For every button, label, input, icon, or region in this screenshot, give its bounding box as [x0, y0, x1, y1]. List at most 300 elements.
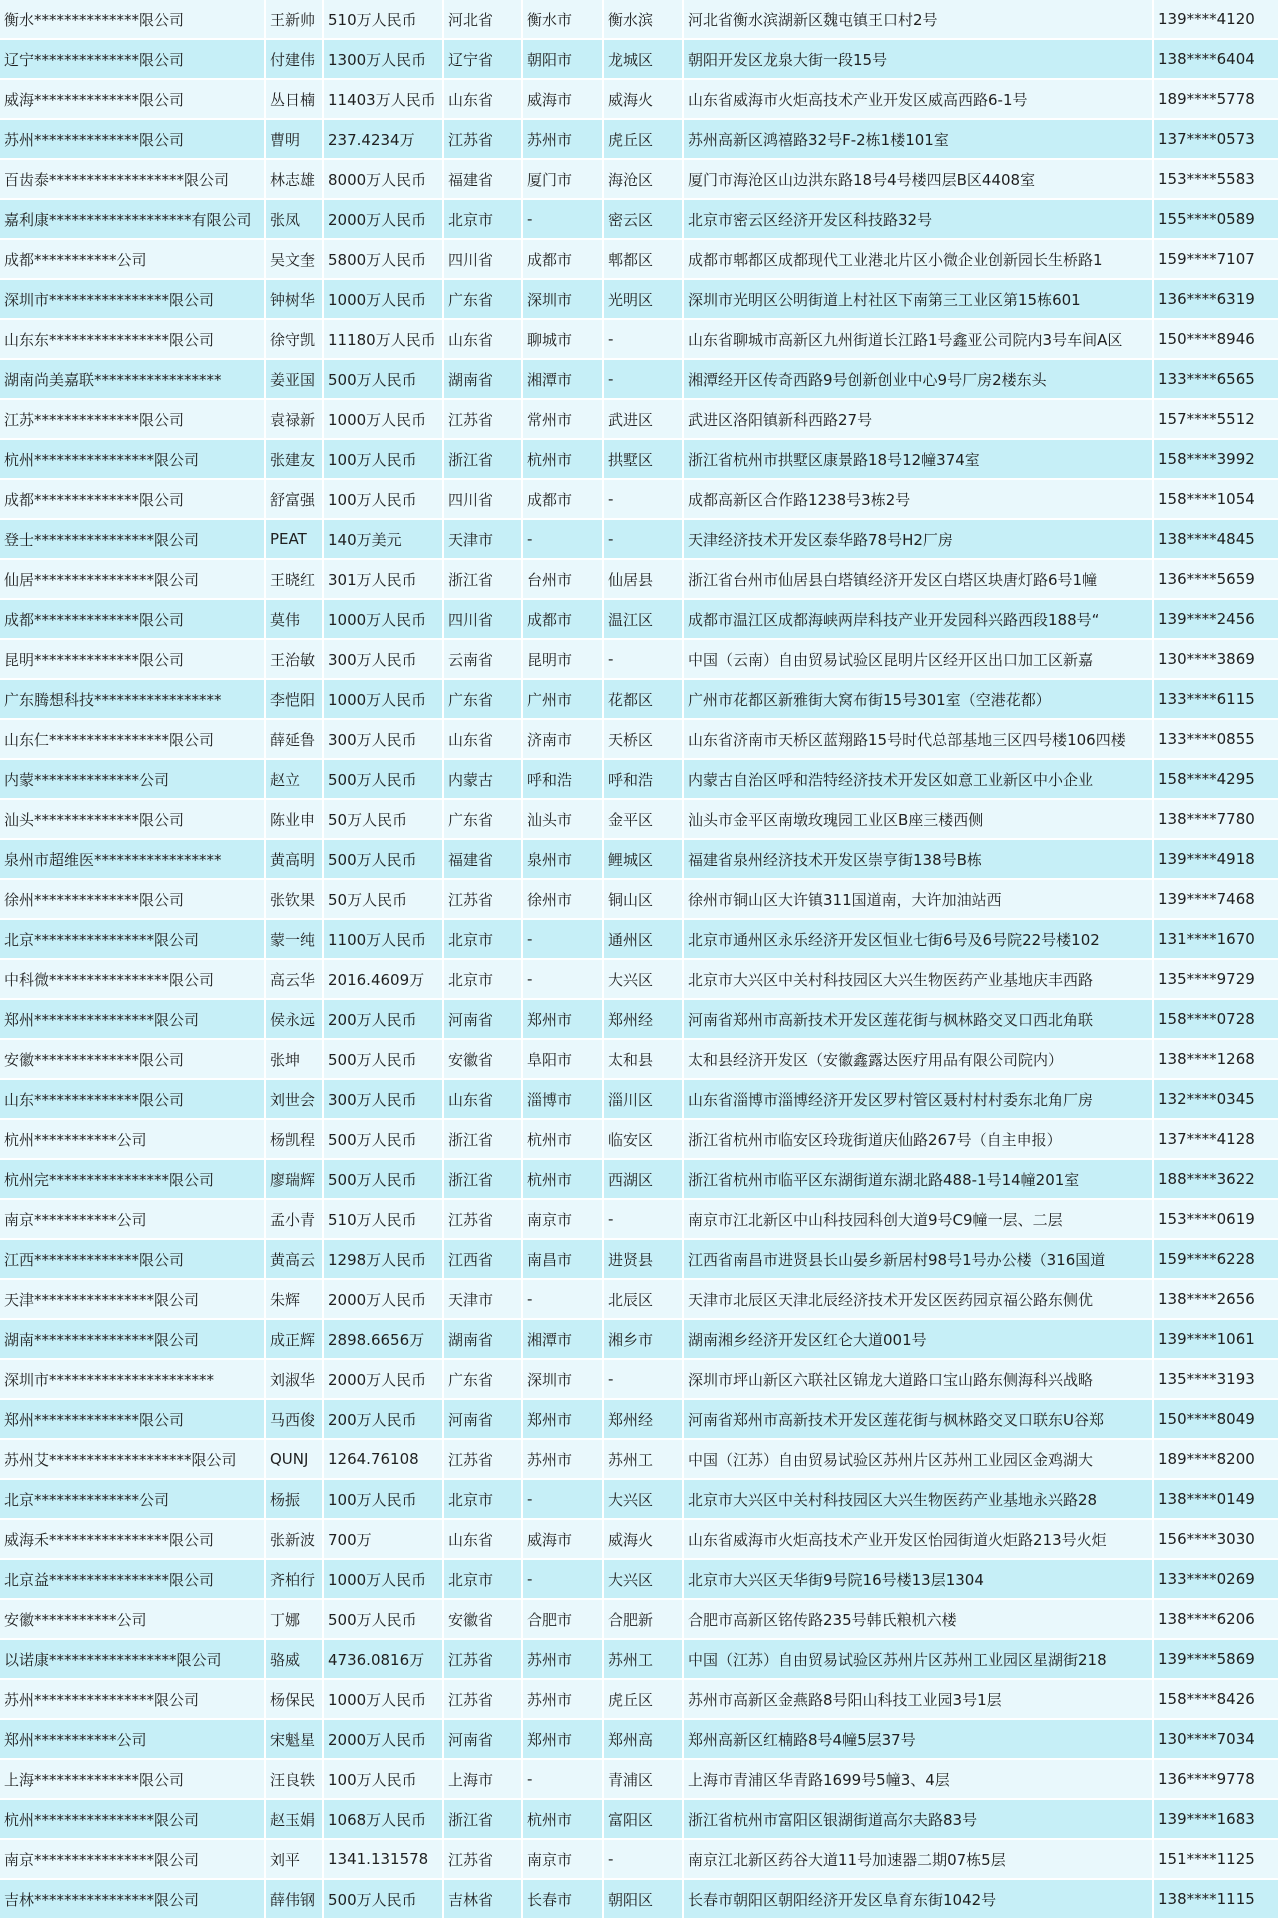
table-row	[0, 1240, 1280, 1280]
legal-rep-cell: 马西俊	[266, 1400, 324, 1440]
address-cell: 南京江北新区药谷大道11号加速器二期07栋5层	[684, 1840, 1154, 1880]
phone-cell: 189****5778	[1154, 80, 1280, 120]
district-cell: 呼和浩	[604, 760, 684, 800]
phone-cell: 138****0149	[1154, 1480, 1280, 1520]
table-row	[0, 1840, 1280, 1880]
company-name-cell: 江西**************限公司	[0, 1240, 266, 1280]
phone-cell: 153****0619	[1154, 1200, 1280, 1240]
registered-capital-cell: 237.4234万	[324, 120, 444, 160]
district-cell: 湘乡市	[604, 1320, 684, 1360]
legal-rep-cell: 刘平	[266, 1840, 324, 1880]
registered-capital-cell: 300万人民币	[324, 720, 444, 760]
city-cell: 郑州市	[523, 1000, 604, 1040]
province-cell: 安徽省	[444, 1600, 523, 1640]
city-cell: -	[523, 960, 604, 1000]
phone-cell: 133****0855	[1154, 720, 1280, 760]
address-cell: 山东省济南市天桥区蓝翔路15号时代总部基地三区四号楼106四楼	[684, 720, 1154, 760]
district-cell: 海沧区	[604, 160, 684, 200]
district-cell: 大兴区	[604, 1560, 684, 1600]
city-cell: 苏州市	[523, 1680, 604, 1720]
registered-capital-cell: 2000万人民币	[324, 1720, 444, 1760]
legal-rep-cell: 李恺阳	[266, 680, 324, 720]
table-row	[0, 1640, 1280, 1680]
legal-rep-cell: 钟树华	[266, 280, 324, 320]
district-cell: -	[604, 480, 684, 520]
phone-cell: 139****4918	[1154, 840, 1280, 880]
district-cell: 虎丘区	[604, 120, 684, 160]
address-cell: 合肥市高新区铭传路235号韩氏粮机六楼	[684, 1600, 1154, 1640]
address-cell: 河南省郑州市高新技术开发区莲花街与枫林路交叉口联东U谷郑	[684, 1400, 1154, 1440]
registered-capital-cell: 50万人民币	[324, 880, 444, 920]
address-cell: 山东省威海市火炬高技术产业开发区威高西路6-1号	[684, 80, 1154, 120]
table-row	[0, 640, 1280, 680]
district-cell: 临安区	[604, 1120, 684, 1160]
district-cell: -	[604, 360, 684, 400]
city-cell: 济南市	[523, 720, 604, 760]
table-row	[0, 1120, 1280, 1160]
company-name-cell: 杭州****************限公司	[0, 1800, 266, 1840]
phone-cell: 151****1125	[1154, 1840, 1280, 1880]
district-cell: 威海火	[604, 1520, 684, 1560]
city-cell: 苏州市	[523, 1440, 604, 1480]
city-cell: -	[523, 200, 604, 240]
table-row	[0, 920, 1280, 960]
district-cell: -	[604, 520, 684, 560]
phone-cell: 156****3030	[1154, 1520, 1280, 1560]
province-cell: 江西省	[444, 1240, 523, 1280]
city-cell: 徐州市	[523, 880, 604, 920]
address-cell: 北京市大兴区中关村科技园区大兴生物医药产业基地永兴路28	[684, 1480, 1154, 1520]
legal-rep-cell: 骆威	[266, 1640, 324, 1680]
address-cell: 北京市通州区永乐经济开发区恒业七街6号及6号院22号楼102	[684, 920, 1154, 960]
company-name-cell: 威海禾****************限公司	[0, 1520, 266, 1560]
phone-cell: 136****6319	[1154, 280, 1280, 320]
province-cell: 辽宁省	[444, 40, 523, 80]
legal-rep-cell: QUNJ	[266, 1440, 324, 1480]
address-cell: 山东省威海市火炬高技术产业开发区怡园街道火炬路213号火炬	[684, 1520, 1154, 1560]
district-cell: 郑州高	[604, 1720, 684, 1760]
district-cell: 苏州工	[604, 1440, 684, 1480]
phone-cell: 137****4128	[1154, 1120, 1280, 1160]
phone-cell: 158****4295	[1154, 760, 1280, 800]
district-cell: 合肥新	[604, 1600, 684, 1640]
province-cell: 江苏省	[444, 1640, 523, 1680]
province-cell: 四川省	[444, 240, 523, 280]
table-row	[0, 440, 1280, 480]
table-row	[0, 1000, 1280, 1040]
address-cell: 南京市江北新区中山科技园科创大道9号C9幢一层、二层	[684, 1200, 1154, 1240]
table-row	[0, 360, 1280, 400]
registered-capital-cell: 500万人民币	[324, 760, 444, 800]
city-cell: 聊城市	[523, 320, 604, 360]
company-name-cell: 苏州艾*******************限公司	[0, 1440, 266, 1480]
address-cell: 中国（云南）自由贸易试验区昆明片区经开区出口加工区新嘉	[684, 640, 1154, 680]
address-cell: 湖南湘乡经济开发区红仑大道001号	[684, 1320, 1154, 1360]
province-cell: 广东省	[444, 680, 523, 720]
legal-rep-cell: 丁娜	[266, 1600, 324, 1640]
legal-rep-cell: 付建伟	[266, 40, 324, 80]
province-cell: 江苏省	[444, 400, 523, 440]
district-cell: 龙城区	[604, 40, 684, 80]
table-row	[0, 1600, 1280, 1640]
address-cell: 广州市花都区新雅街大窝布街15号301室（空港花都）	[684, 680, 1154, 720]
table-row	[0, 1320, 1280, 1360]
table-row	[0, 960, 1280, 1000]
table-row	[0, 1880, 1280, 1920]
province-cell: 北京市	[444, 1480, 523, 1520]
province-cell: 北京市	[444, 200, 523, 240]
phone-cell: 153****5583	[1154, 160, 1280, 200]
district-cell: -	[604, 1360, 684, 1400]
address-cell: 河北省衡水滨湖新区魏屯镇王口村2号	[684, 0, 1154, 40]
company-name-cell: 郑州***********公司	[0, 1720, 266, 1760]
province-cell: 山东省	[444, 1080, 523, 1120]
city-cell: 苏州市	[523, 1640, 604, 1680]
registered-capital-cell: 500万人民币	[324, 840, 444, 880]
address-cell: 浙江省杭州市拱墅区康景路18号12幢374室	[684, 440, 1154, 480]
legal-rep-cell: 莫伟	[266, 600, 324, 640]
company-name-cell: 深圳市**********************	[0, 1360, 266, 1400]
legal-rep-cell: 张钦果	[266, 880, 324, 920]
phone-cell: 133****6565	[1154, 360, 1280, 400]
table-row	[0, 1400, 1280, 1440]
registered-capital-cell: 200万人民币	[324, 1000, 444, 1040]
phone-cell: 157****5512	[1154, 400, 1280, 440]
address-cell: 朝阳开发区龙泉大街一段15号	[684, 40, 1154, 80]
province-cell: 北京市	[444, 920, 523, 960]
legal-rep-cell: 陈业申	[266, 800, 324, 840]
district-cell: 郑州经	[604, 1400, 684, 1440]
phone-cell: 159****6228	[1154, 1240, 1280, 1280]
city-cell: 台州市	[523, 560, 604, 600]
registered-capital-cell: 100万人民币	[324, 1760, 444, 1800]
district-cell: 青浦区	[604, 1760, 684, 1800]
company-name-cell: 仙居****************限公司	[0, 560, 266, 600]
company-name-cell: 郑州****************限公司	[0, 1000, 266, 1040]
table-row	[0, 1520, 1280, 1560]
province-cell: 河南省	[444, 1400, 523, 1440]
phone-cell: 133****6115	[1154, 680, 1280, 720]
company-name-cell: 山东**************限公司	[0, 1080, 266, 1120]
registered-capital-cell: 4736.0816万	[324, 1640, 444, 1680]
registered-capital-cell: 1341.131578	[324, 1840, 444, 1880]
company-name-cell: 安徽***********公司	[0, 1600, 266, 1640]
phone-cell: 150****8049	[1154, 1400, 1280, 1440]
company-name-cell: 杭州***********公司	[0, 1120, 266, 1160]
district-cell: 进贤县	[604, 1240, 684, 1280]
address-cell: 苏州高新区鸿禧路32号F-2栋1楼101室	[684, 120, 1154, 160]
address-cell: 汕头市金平区南墩玫瑰园工业区B座三楼西侧	[684, 800, 1154, 840]
registered-capital-cell: 140万美元	[324, 520, 444, 560]
legal-rep-cell: 孟小青	[266, 1200, 324, 1240]
table-row	[0, 320, 1280, 360]
city-cell: 呼和浩	[523, 760, 604, 800]
province-cell: 四川省	[444, 600, 523, 640]
province-cell: 上海市	[444, 1760, 523, 1800]
legal-rep-cell: PEAT	[266, 520, 324, 560]
legal-rep-cell: 汪良轶	[266, 1760, 324, 1800]
city-cell: 广州市	[523, 680, 604, 720]
province-cell: 云南省	[444, 640, 523, 680]
legal-rep-cell: 张新波	[266, 1520, 324, 1560]
phone-cell: 158****8426	[1154, 1680, 1280, 1720]
company-name-cell: 成都**************限公司	[0, 600, 266, 640]
city-cell: 淄博市	[523, 1080, 604, 1120]
province-cell: 福建省	[444, 160, 523, 200]
legal-rep-cell: 丛日楠	[266, 80, 324, 120]
table-row	[0, 520, 1280, 560]
district-cell: 朝阳区	[604, 1880, 684, 1920]
table-row	[0, 0, 1280, 40]
phone-cell: 136****9778	[1154, 1760, 1280, 1800]
registered-capital-cell: 1000万人民币	[324, 400, 444, 440]
company-name-cell: 江苏**************限公司	[0, 400, 266, 440]
table-row	[0, 280, 1280, 320]
table-row	[0, 80, 1280, 120]
city-cell: 阜阳市	[523, 1040, 604, 1080]
phone-cell: 131****1670	[1154, 920, 1280, 960]
registered-capital-cell: 11180万人民币	[324, 320, 444, 360]
company-name-cell: 内蒙**************公司	[0, 760, 266, 800]
district-cell: 衡水滨	[604, 0, 684, 40]
company-name-cell: 以诺康*****************限公司	[0, 1640, 266, 1680]
address-cell: 天津经济技术开发区泰华路78号H2厂房	[684, 520, 1154, 560]
phone-cell: 155****0589	[1154, 200, 1280, 240]
registered-capital-cell: 2016.4609万	[324, 960, 444, 1000]
city-cell: 威海市	[523, 1520, 604, 1560]
province-cell: 浙江省	[444, 1160, 523, 1200]
registered-capital-cell: 100万人民币	[324, 440, 444, 480]
city-cell: -	[523, 1560, 604, 1600]
city-cell: 杭州市	[523, 440, 604, 480]
address-cell: 苏州市高新区金燕路8号阳山科技工业园3号1层	[684, 1680, 1154, 1720]
phone-cell: 139****2456	[1154, 600, 1280, 640]
table-row	[0, 1560, 1280, 1600]
address-cell: 北京市密云区经济开发区科技路32号	[684, 200, 1154, 240]
legal-rep-cell: 舒富强	[266, 480, 324, 520]
city-cell: 昆明市	[523, 640, 604, 680]
phone-cell: 159****7107	[1154, 240, 1280, 280]
legal-rep-cell: 齐柏行	[266, 1560, 324, 1600]
legal-rep-cell: 刘淑华	[266, 1360, 324, 1400]
table-row	[0, 1720, 1280, 1760]
district-cell: 光明区	[604, 280, 684, 320]
city-cell: 成都市	[523, 480, 604, 520]
address-cell: 徐州市铜山区大许镇311国道南，大许加油站西	[684, 880, 1154, 920]
legal-rep-cell: 姜亚国	[266, 360, 324, 400]
table-row	[0, 160, 1280, 200]
company-name-cell: 北京益****************限公司	[0, 1560, 266, 1600]
table-row	[0, 200, 1280, 240]
company-name-cell: 吉林****************限公司	[0, 1880, 266, 1920]
city-cell: -	[523, 920, 604, 960]
legal-rep-cell: 张建友	[266, 440, 324, 480]
city-cell: -	[523, 1760, 604, 1800]
registered-capital-cell: 510万人民币	[324, 0, 444, 40]
company-name-cell: 衡水**************限公司	[0, 0, 266, 40]
phone-cell: 138****6206	[1154, 1600, 1280, 1640]
registered-capital-cell: 2000万人民币	[324, 1280, 444, 1320]
province-cell: 天津市	[444, 1280, 523, 1320]
registered-capital-cell: 301万人民币	[324, 560, 444, 600]
city-cell: 深圳市	[523, 1360, 604, 1400]
address-cell: 深圳市光明区公明街道上村社区下南第三工业区第15栋601	[684, 280, 1154, 320]
table-row	[0, 1760, 1280, 1800]
address-cell: 太和县经济开发区（安徽鑫露达医疗用品有限公司院内）	[684, 1040, 1154, 1080]
province-cell: 福建省	[444, 840, 523, 880]
legal-rep-cell: 廖瑞辉	[266, 1160, 324, 1200]
legal-rep-cell: 薛延鲁	[266, 720, 324, 760]
legal-rep-cell: 徐守凯	[266, 320, 324, 360]
city-cell: 杭州市	[523, 1800, 604, 1840]
district-cell: 铜山区	[604, 880, 684, 920]
table-row	[0, 600, 1280, 640]
table-row	[0, 1680, 1280, 1720]
address-cell: 北京市大兴区天华街9号院16号楼13层1304	[684, 1560, 1154, 1600]
phone-cell: 135****3193	[1154, 1360, 1280, 1400]
table-row	[0, 480, 1280, 520]
address-cell: 浙江省杭州市富阳区银湖街道高尔夫路83号	[684, 1800, 1154, 1840]
district-cell: -	[604, 1200, 684, 1240]
district-cell: 鲤城区	[604, 840, 684, 880]
registered-capital-cell: 1000万人民币	[324, 680, 444, 720]
legal-rep-cell: 蒙一纯	[266, 920, 324, 960]
address-cell: 浙江省台州市仙居县白塔镇经济开发区白塔区块唐灯路6号1幢	[684, 560, 1154, 600]
legal-rep-cell: 杨保民	[266, 1680, 324, 1720]
legal-rep-cell: 薛伟钢	[266, 1880, 324, 1920]
registered-capital-cell: 11403万人民币	[324, 80, 444, 120]
table-row	[0, 720, 1280, 760]
registered-capital-cell: 1000万人民币	[324, 600, 444, 640]
province-cell: 北京市	[444, 960, 523, 1000]
company-name-cell: 杭州****************限公司	[0, 440, 266, 480]
registered-capital-cell: 500万人民币	[324, 1120, 444, 1160]
company-name-cell: 成都***********公司	[0, 240, 266, 280]
legal-rep-cell: 宋魁星	[266, 1720, 324, 1760]
district-cell: 仙居县	[604, 560, 684, 600]
province-cell: 四川省	[444, 480, 523, 520]
city-cell: 威海市	[523, 80, 604, 120]
city-cell: 成都市	[523, 600, 604, 640]
district-cell: 北辰区	[604, 1280, 684, 1320]
province-cell: 江苏省	[444, 880, 523, 920]
table-row	[0, 880, 1280, 920]
address-cell: 中国（江苏）自由贸易试验区苏州片区苏州工业园区金鸡湖大	[684, 1440, 1154, 1480]
legal-rep-cell: 张凤	[266, 200, 324, 240]
registered-capital-cell: 1000万人民币	[324, 1560, 444, 1600]
registered-capital-cell: 500万人民币	[324, 1160, 444, 1200]
district-cell: 西湖区	[604, 1160, 684, 1200]
phone-cell: 188****3622	[1154, 1160, 1280, 1200]
table-row	[0, 1440, 1280, 1480]
registered-capital-cell: 300万人民币	[324, 1080, 444, 1120]
province-cell: 天津市	[444, 520, 523, 560]
company-name-cell: 安徽**************限公司	[0, 1040, 266, 1080]
city-cell: 湘潭市	[523, 360, 604, 400]
registered-capital-cell: 300万人民币	[324, 640, 444, 680]
city-cell: 成都市	[523, 240, 604, 280]
address-cell: 福建省泉州经济技术开发区崇亨街138号B栋	[684, 840, 1154, 880]
legal-rep-cell: 林志雄	[266, 160, 324, 200]
phone-cell: 135****9729	[1154, 960, 1280, 1000]
company-name-cell: 山东仁****************限公司	[0, 720, 266, 760]
address-cell: 湘潭经开区传奇西路9号创新创业中心9号厂房2楼东头	[684, 360, 1154, 400]
province-cell: 河南省	[444, 1000, 523, 1040]
province-cell: 湖南省	[444, 1320, 523, 1360]
table-row	[0, 1480, 1280, 1520]
registered-capital-cell: 500万人民币	[324, 1880, 444, 1920]
registered-capital-cell: 8000万人民币	[324, 160, 444, 200]
company-name-cell: 北京****************限公司	[0, 920, 266, 960]
city-cell: 郑州市	[523, 1720, 604, 1760]
province-cell: 江苏省	[444, 1440, 523, 1480]
phone-cell: 133****0269	[1154, 1560, 1280, 1600]
company-name-cell: 威海**************限公司	[0, 80, 266, 120]
city-cell: 常州市	[523, 400, 604, 440]
phone-cell: 138****7780	[1154, 800, 1280, 840]
province-cell: 河南省	[444, 1720, 523, 1760]
table-row	[0, 40, 1280, 80]
address-cell: 内蒙古自治区呼和浩特经济技术开发区如意工业新区中小企业	[684, 760, 1154, 800]
registered-capital-cell: 1300万人民币	[324, 40, 444, 80]
legal-rep-cell: 刘世会	[266, 1080, 324, 1120]
legal-rep-cell: 杨振	[266, 1480, 324, 1520]
district-cell: 淄川区	[604, 1080, 684, 1120]
phone-cell: 136****5659	[1154, 560, 1280, 600]
city-cell: -	[523, 520, 604, 560]
company-name-cell: 深圳市****************限公司	[0, 280, 266, 320]
district-cell: 花都区	[604, 680, 684, 720]
phone-cell: 158****3992	[1154, 440, 1280, 480]
address-cell: 山东省聊城市高新区九州街道长江路1号鑫亚公司院内3号车间A区	[684, 320, 1154, 360]
table-row	[0, 1040, 1280, 1080]
city-cell: -	[523, 1280, 604, 1320]
phone-cell: 138****1268	[1154, 1040, 1280, 1080]
province-cell: 浙江省	[444, 1800, 523, 1840]
province-cell: 广东省	[444, 800, 523, 840]
phone-cell: 139****1061	[1154, 1320, 1280, 1360]
district-cell: 苏州工	[604, 1640, 684, 1680]
registered-capital-cell: 510万人民币	[324, 1200, 444, 1240]
company-name-cell: 南京****************限公司	[0, 1840, 266, 1880]
company-name-cell: 杭州完****************限公司	[0, 1160, 266, 1200]
legal-rep-cell: 杨凯程	[266, 1120, 324, 1160]
registered-capital-cell: 100万人民币	[324, 480, 444, 520]
legal-rep-cell: 王新帅	[266, 0, 324, 40]
phone-cell: 138****1115	[1154, 1880, 1280, 1920]
legal-rep-cell: 黄高云	[266, 1240, 324, 1280]
registered-capital-cell: 1000万人民币	[324, 280, 444, 320]
province-cell: 山东省	[444, 320, 523, 360]
district-cell: 天桥区	[604, 720, 684, 760]
company-name-cell: 嘉利康*******************有限公司	[0, 200, 266, 240]
legal-rep-cell: 侯永远	[266, 1000, 324, 1040]
legal-rep-cell: 朱辉	[266, 1280, 324, 1320]
address-cell: 浙江省杭州市临平区东湖街道东湖北路488-1号14幢201室	[684, 1160, 1154, 1200]
table-row	[0, 1200, 1280, 1240]
company-name-cell: 辽宁**************限公司	[0, 40, 266, 80]
province-cell: 浙江省	[444, 560, 523, 600]
address-cell: 成都市郫都区成都现代工业港北片区小微企业创新园长生桥路1	[684, 240, 1154, 280]
province-cell: 浙江省	[444, 1120, 523, 1160]
province-cell: 江苏省	[444, 1840, 523, 1880]
phone-cell: 138****6404	[1154, 40, 1280, 80]
company-name-cell: 百齿泰******************限公司	[0, 160, 266, 200]
district-cell: 富阳区	[604, 1800, 684, 1840]
registered-capital-cell: 500万人民币	[324, 1600, 444, 1640]
registered-capital-cell: 500万人民币	[324, 1040, 444, 1080]
district-cell: 威海火	[604, 80, 684, 120]
